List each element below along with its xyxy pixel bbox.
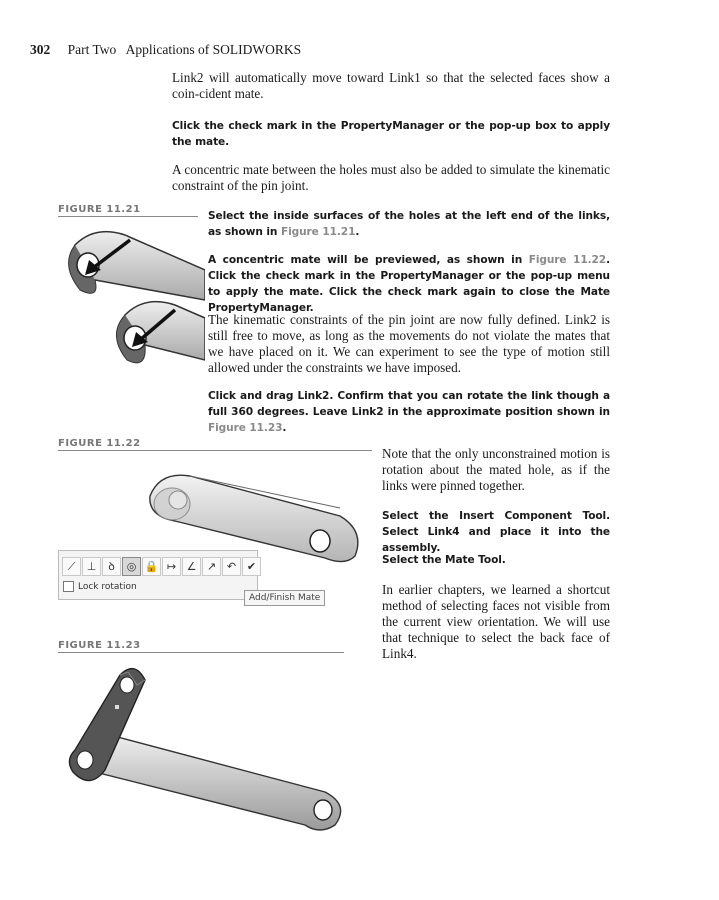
running-header [30, 42, 301, 58]
figure-11-23-image [55, 660, 355, 840]
tangent-icon[interactable]: ꝺ [102, 557, 121, 576]
paragraph-1: Link2 will automatically move toward Link1 so that the selected faces show a coin-cident mate. [172, 70, 610, 101]
step-text: Select the inside surfaces of the holes at the left end of the links, as shown in [208, 210, 610, 238]
lock-rotation-checkbox[interactable] [63, 581, 74, 592]
distance-icon[interactable]: ↦ [162, 557, 181, 576]
paragraph-5: In earlier chapters, we learned a shortcut method of selecting faces not visible from the current view orientation. We will use that technique to select the back face of Link4. [382, 582, 610, 661]
perpendicular-icon[interactable]: ⊥ [82, 557, 101, 576]
step-text: Click and drag Link2. Confirm that you can rotate the link though a full 360 degrees. Leave Link2 in the approximate position shown in [208, 390, 610, 418]
step-apply-mate: Click the check mark in the PropertyManager or the pop-up box to apply the mate. [172, 120, 610, 148]
lock-icon[interactable]: 🔒 [142, 557, 161, 576]
figure-11-22-label: FIGURE 11.22 [58, 438, 141, 449]
concentric-icon[interactable]: ◎ [122, 557, 141, 576]
step-concentric-mate [208, 252, 610, 316]
figure-ref[interactable]: Figure 11.22 [528, 254, 607, 266]
arrow-icon[interactable]: ↗ [202, 557, 221, 576]
step-select-mate-tool: Select the Mate Tool. [382, 554, 506, 566]
undo-icon[interactable]: ↶ [222, 557, 241, 576]
step-end: . [282, 422, 287, 434]
paragraph-2: A concentric mate between the holes must also be added to simulate the kinematic constraint of the pin joint. [172, 162, 610, 193]
figure-11-23-label: FIGURE 11.23 [58, 640, 141, 651]
step-select-holes [208, 208, 610, 240]
figure-11-21-image [55, 220, 205, 420]
paragraph-3: The kinematic constraints of the pin joint are now fully defined. Link2 is still free to move, as long as the movements do not violate the mates that we have placed on it. We can experiment to see the type of motion still allowed under the constraints we have imposed. [208, 312, 610, 375]
step-drag-link [208, 388, 610, 436]
mate-toolbar [58, 550, 258, 600]
figure-rule [58, 216, 198, 217]
step-end: . [355, 226, 360, 238]
figure-rule [58, 652, 344, 653]
step-rest: . Click the check mark in the PropertyManager or the pop-up menu to apply the mate. Click the check mark again to close the Mate PropertyManager. [208, 254, 610, 314]
page-number: 302 [30, 42, 51, 57]
check-icon[interactable]: ✔ [242, 557, 261, 576]
add-finish-mate-tooltip: Add/Finish Mate [244, 590, 325, 606]
figure-ref[interactable]: Figure 11.21 [280, 226, 356, 238]
figure-ref[interactable]: Figure 11.23 [208, 422, 283, 434]
figure-rule [58, 450, 372, 451]
figure-11-21-label: FIGURE 11.21 [58, 204, 141, 215]
step-insert-component: Select the Insert Component Tool. Select Link4 and place it into the assembly. [382, 510, 610, 554]
step-text: A concentric mate will be previewed, as shown in [208, 254, 529, 266]
mate-icon-row [62, 557, 261, 576]
lock-rotation-row[interactable] [63, 581, 137, 592]
paragraph-4: Note that the only unconstrained motion is rotation about the mated hole, as if the links were pinned together. [382, 446, 610, 493]
running-title: Part Two Applications of SOLIDWORKS [67, 42, 302, 57]
lock-rotation-label: Lock rotation [78, 581, 137, 592]
angle-icon[interactable]: ∠ [182, 557, 201, 576]
coincident-icon[interactable]: ⟋ [62, 557, 81, 576]
